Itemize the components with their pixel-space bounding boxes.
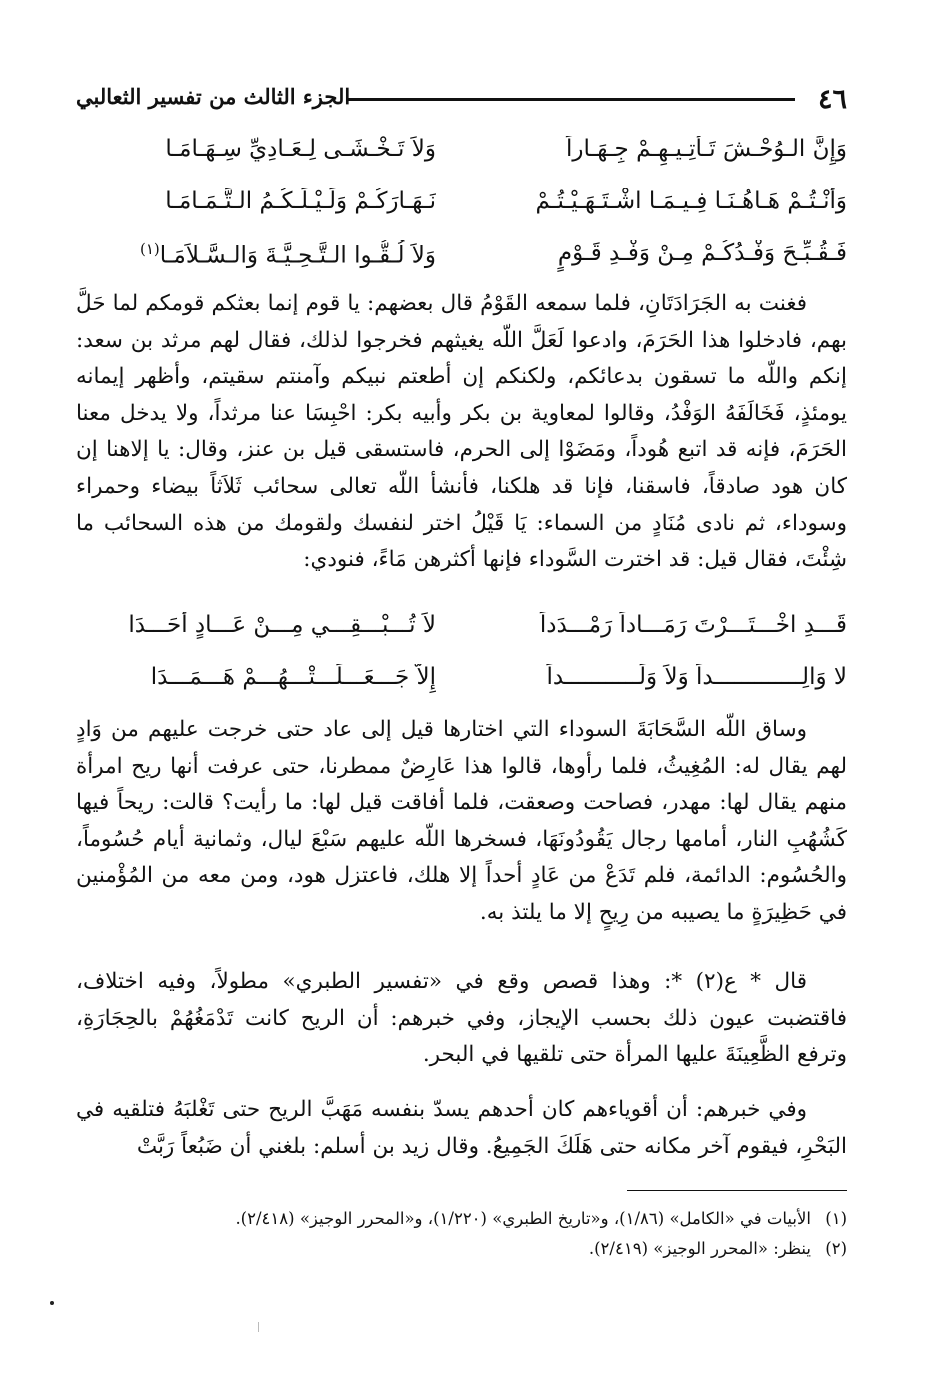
paragraph xyxy=(76,712,847,932)
verse-line xyxy=(76,664,847,708)
header-rule xyxy=(346,98,795,101)
verse-second-hemistich: إِلاَّ جَـــعَـــلَـــتْـــهُـــمْ هَـــمَـــدَا xyxy=(150,664,436,690)
footnote-text: الأبيات في «الكامل» (١/٨٦)، و«تاريخ الطبري» (١/٢٢٠)، و«المحرر الوجيز» (٢/٤١٨). xyxy=(235,1209,811,1228)
verse-first-hemistich: فَـقُـبِّـحَ وَفْـدُكُـمْ مِـنْ وَفْـدِ قَـوْمٍ xyxy=(557,240,847,266)
page-header xyxy=(76,84,847,124)
footnote xyxy=(76,1204,847,1234)
running-title: الجزء الثالث من تفسير الثعالبي xyxy=(76,84,351,109)
verse-second-hemistich: وَلاَ تَـخْـشَـى لِـعَـادِيِّ سِـهَـامَـا xyxy=(165,136,436,162)
footnotes xyxy=(76,1204,847,1264)
paragraph xyxy=(76,1092,847,1165)
verse-second-hemistich: نَـهَـارَكُـمْ وَلَـيْـلَـكُـمُ الـتَّـمَـامَـا xyxy=(165,188,436,214)
footnote-rule xyxy=(627,1190,847,1191)
footnote-marker: (١) xyxy=(139,240,160,258)
verse-line xyxy=(76,188,847,232)
verse-second-hemistich: لاَ تُـــبْـــقِـــي مِـــنْ عَـــادٍ أَحَـــدَا xyxy=(128,612,436,638)
verse-line xyxy=(76,240,847,284)
verse-line xyxy=(76,612,847,656)
paragraph-text: قال * ع(٢) *: وهذا قصص وقع في «تفسير الطبري» مطولاً، وفيه اختلاف، فاقتضبت عيون ذلك بحسب الإيجاز، وفي خبرهم: أن الريح كانت تَدْمَغُهُمْ بالحِجَارَةِ، وترفع الظَّعِينَةَ عليها المرأة حتى تلقيها في البحر. xyxy=(76,969,847,1068)
verse-second-hemistich xyxy=(76,240,436,284)
verse-first-hemistich: وَأَنْـتُـمْ هَـاهُـنَـا فِـيـمَـا اشْـتَـهَـيْـتُـمْ xyxy=(535,188,847,214)
footnote-number: (١) xyxy=(825,1209,847,1228)
verse-first-hemistich: لا وَالِـــــــــــــداً وَلاَ وَلَـــــــــــداً xyxy=(546,664,847,690)
footnote xyxy=(76,1234,847,1264)
ink-speck xyxy=(258,1322,259,1332)
ink-speck xyxy=(50,1301,54,1305)
page-number: ٤٦ xyxy=(817,84,847,115)
verse-first-hemistich: قَـــدِ اخْـــتَـــرْتَ رَمَـــاداً رَمْـــدَداً xyxy=(539,612,847,638)
verse-text: وَلاَ لُـقُّـوا الـتَّـحِـيَّـةَ وَالـسَّـلاَمَـا xyxy=(159,242,436,269)
paragraph-text: وفي خبرهم: أن أقوياءهم كان أحدهم يسدّ بنفسه مَهَبَّ الريح حتى تَغْلبَهُ فتلقيه في البَحْرِ، فيقوم آخر مكانه حتى هَلَكَ الجَمِيعُ. وقال زيد بن أسلم: بلغني أن ضَبُعاً رَبَّتْ xyxy=(76,1097,847,1159)
footnote-number: (٢) xyxy=(825,1239,847,1258)
paragraph-text: فغنت به الجَرَادَتَانِ، فلما سمعه القَوْمُ قال بعضهم: يا قوم إنما بعثكم قومكم لما حَلَّ بهم، فادخلوا هذا الحَرَمَ، وادعوا لَعَلَّ اللّه يغيثهم فخرجوا لذلك، فقال لهم مرثد بن سعد: إنكم واللّه ما تسقون بدعائكم، ولكنكم إن أطعتم نبيكم وآمنتم سقيتم، وأظهر إيمانه يومئذٍ، فَخَالَفَهُ الوَفْدُ، وقالوا لمعاوية بن بكر وأبيه بكر: احْبِسَا عنا مرثداً، ولا يدخل معنا الحَرَمَ، فإنه قد اتبع هُوداً، ومَضَوْا إلى الحرم، فاستسقى قيل بن عنز، وقال: يا إلاهنا إن كان هود صادقاً، فاسقنا، فإنا قد هلكنا، فأنشأ اللّه تعالى سحائب ثَلاَثاً بيضاء وحمراء وسوداء، ثم نادى مُنَادٍ من السماء: يَا قَيْلُ اختر لنفسك ولقومك من هذه السحائب ما شِئْتَ، فقال قيل: قد اخترت السَّوداء فإنها أكثرهن مَاءً، فنودي: xyxy=(76,291,847,573)
footnote-text: ينظر: «المحرر الوجيز» (٢/٤١٩). xyxy=(588,1239,811,1258)
verse-line xyxy=(76,136,847,180)
paragraph xyxy=(76,286,847,579)
paragraph-text: وساق اللّه السَّحَابَةَ السوداء التي اختارها قيل إلى عاد حتى خرجت عليهم من وَادٍ لهم يقال له: المُغِيثُ، فلما رأوها، قالوا هذا عَارِضٌ ممطرنا، حتى عرفت أنها ريح امرأة منهم يقال لها: مهدر، فصاحت وصعقت، فلما أفاقت قيل لها: ما رأيت؟ قالت: ريحاً فيها كَشُهُبِ النار، أمامها رجال يَقُودُونَهَا، فسخرها اللّه عليهم سَبْعَ ليال، وثمانية أيام حُسُوماً، والحُسُوم: الدائمة، فلم تَدَعْ من عَادٍ أحداً إلا هلك، فاعتزل هود، ومن معه من المُؤْمنين في حَظِيرَةٍ ما يصيبه من رِيحٍ إلا ما يلتذ به. xyxy=(76,717,847,925)
paragraph xyxy=(76,964,847,1074)
verse-first-hemistich: وَإِنَّ الـوُحْـشَ تَـأْتِـيـهِـمْ جِـهَـاراً xyxy=(565,136,847,162)
